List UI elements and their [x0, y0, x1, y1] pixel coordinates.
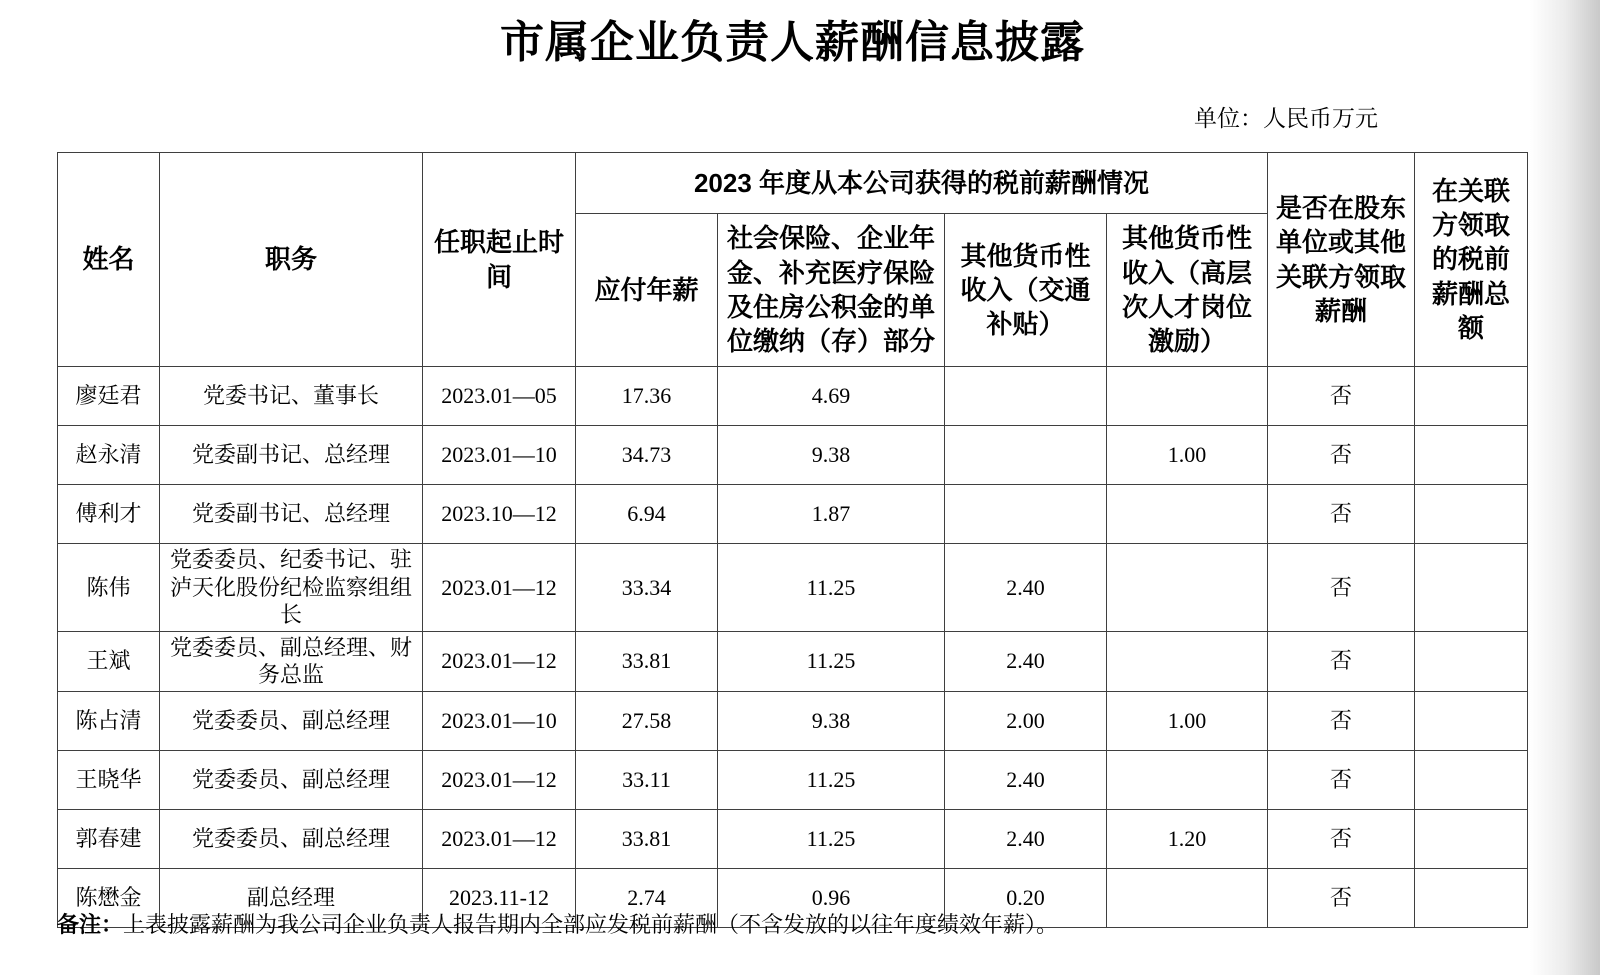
col-header-transport: 其他货币性收入（交通补贴）: [945, 214, 1107, 367]
cell-insurance: 11.25: [718, 809, 945, 868]
cell-related-flag: 否: [1268, 809, 1415, 868]
cell-term: 2023.01—12: [423, 544, 576, 632]
cell-insurance: 11.25: [718, 750, 945, 809]
cell-position: 党委书记、董事长: [160, 367, 423, 426]
cell-insurance: 1.87: [718, 485, 945, 544]
cell-insurance: 0.96: [718, 868, 945, 927]
cell-name: 赵永清: [58, 426, 160, 485]
footnote-text: 上表披露薪酬为我公司企业负责人报告期内全部应发税前薪酬（不含发放的以往年度绩效年薪）。: [123, 912, 1059, 937]
cell-talent: [1107, 868, 1268, 927]
cell-transport: 2.40: [945, 750, 1107, 809]
cell-talent: [1107, 750, 1268, 809]
cell-term: 2023.01—05: [423, 367, 576, 426]
cell-related-total: [1415, 544, 1528, 632]
table-row: [58, 750, 1528, 809]
footnote: [57, 908, 1058, 939]
cell-name: 王晓华: [58, 750, 160, 809]
cell-talent: 1.20: [1107, 809, 1268, 868]
cell-position: 党委副书记、总经理: [160, 426, 423, 485]
cell-transport: 0.20: [945, 868, 1107, 927]
cell-related-flag: 否: [1268, 750, 1415, 809]
cell-insurance: 9.38: [718, 691, 945, 750]
cell-name: 陈懋金: [58, 868, 160, 927]
cell-transport: 2.00: [945, 691, 1107, 750]
header-row-1: [58, 153, 1528, 214]
cell-related-total: [1415, 868, 1528, 927]
cell-position: 党委委员、副总经理: [160, 750, 423, 809]
cell-related-flag: 否: [1268, 367, 1415, 426]
cell-related-total: [1415, 750, 1528, 809]
cell-related-flag: 否: [1268, 868, 1415, 927]
cell-term: 2023.11-12: [423, 868, 576, 927]
cell-salary: 6.94: [576, 485, 718, 544]
cell-insurance: 11.25: [718, 631, 945, 691]
cell-insurance: 9.38: [718, 426, 945, 485]
cell-related-flag: 否: [1268, 691, 1415, 750]
cell-related-flag: 否: [1268, 544, 1415, 632]
cell-transport: [945, 485, 1107, 544]
col-header-related-total: 在关联方领取的税前薪酬总额: [1415, 153, 1528, 367]
cell-name: 郭春建: [58, 809, 160, 868]
cell-related-flag: 否: [1268, 426, 1415, 485]
cell-talent: [1107, 631, 1268, 691]
cell-related-total: [1415, 485, 1528, 544]
cell-term: 2023.01—12: [423, 631, 576, 691]
cell-position: 党委委员、纪委书记、驻泸天化股份纪检监察组组长: [160, 544, 423, 632]
cell-position: 党委委员、副总经理、财务总监: [160, 631, 423, 691]
cell-name: 傅利才: [58, 485, 160, 544]
cell-transport: [945, 426, 1107, 485]
cell-position: 党委委员、副总经理: [160, 691, 423, 750]
cell-related-total: [1415, 809, 1528, 868]
col-header-talent: 其他货币性收入（高层次人才岗位激励）: [1107, 214, 1268, 367]
cell-transport: 2.40: [945, 809, 1107, 868]
page-edge-shadow: [1530, 0, 1600, 975]
cell-transport: 2.40: [945, 631, 1107, 691]
cell-name: 廖廷君: [58, 367, 160, 426]
page-title: 市属企业负责人薪酬信息披露: [500, 18, 1085, 67]
cell-talent: [1107, 544, 1268, 632]
cell-salary: 34.73: [576, 426, 718, 485]
cell-transport: [945, 367, 1107, 426]
col-header-position: 职务: [160, 153, 423, 367]
cell-talent: 1.00: [1107, 426, 1268, 485]
cell-related-total: [1415, 631, 1528, 691]
cell-salary: 2.74: [576, 868, 718, 927]
cell-salary: 33.11: [576, 750, 718, 809]
cell-insurance: 11.25: [718, 544, 945, 632]
table-row: [58, 544, 1528, 632]
cell-term: 2023.10—12: [423, 485, 576, 544]
cell-salary: 33.81: [576, 809, 718, 868]
cell-name: 陈伟: [58, 544, 160, 632]
footnote-label: 备注：: [57, 912, 124, 937]
cell-salary: 33.81: [576, 631, 718, 691]
cell-insurance: 4.69: [718, 367, 945, 426]
cell-talent: [1107, 485, 1268, 544]
cell-transport: 2.40: [945, 544, 1107, 632]
cell-talent: [1107, 367, 1268, 426]
cell-term: 2023.01—10: [423, 426, 576, 485]
cell-name: 王斌: [58, 631, 160, 691]
cell-term: 2023.01—10: [423, 691, 576, 750]
table-row: [58, 809, 1528, 868]
col-header-salary: 应付年薪: [576, 214, 718, 367]
cell-position: 党委委员、副总经理: [160, 809, 423, 868]
col-header-term: 任职起止时间: [423, 153, 576, 367]
cell-related-total: [1415, 691, 1528, 750]
table-row: [58, 426, 1528, 485]
cell-position: 副总经理: [160, 868, 423, 927]
cell-related-total: [1415, 367, 1528, 426]
cell-related-flag: 否: [1268, 485, 1415, 544]
cell-position: 党委副书记、总经理: [160, 485, 423, 544]
cell-related-flag: 否: [1268, 631, 1415, 691]
table-row: [58, 367, 1528, 426]
table-row: [58, 691, 1528, 750]
col-header-insurance: 社会保险、企业年金、补充医疗保险及住房公积金的单位缴纳（存）部分: [718, 214, 945, 367]
cell-salary: 17.36: [576, 367, 718, 426]
table-row: [58, 485, 1528, 544]
unit-label: 单位：人民币万元: [1194, 106, 1378, 131]
cell-related-total: [1415, 426, 1528, 485]
col-header-name: 姓名: [58, 153, 160, 367]
cell-talent: 1.00: [1107, 691, 1268, 750]
col-header-group-2023: 2023 年度从本公司获得的税前薪酬情况: [576, 153, 1268, 214]
cell-term: 2023.01—12: [423, 750, 576, 809]
cell-salary: 27.58: [576, 691, 718, 750]
table-row: [58, 631, 1528, 691]
cell-term: 2023.01—12: [423, 809, 576, 868]
col-header-related-flag: 是否在股东单位或其他关联方领取薪酬: [1268, 153, 1415, 367]
salary-disclosure-table: [57, 152, 1528, 928]
cell-salary: 33.34: [576, 544, 718, 632]
cell-name: 陈占清: [58, 691, 160, 750]
